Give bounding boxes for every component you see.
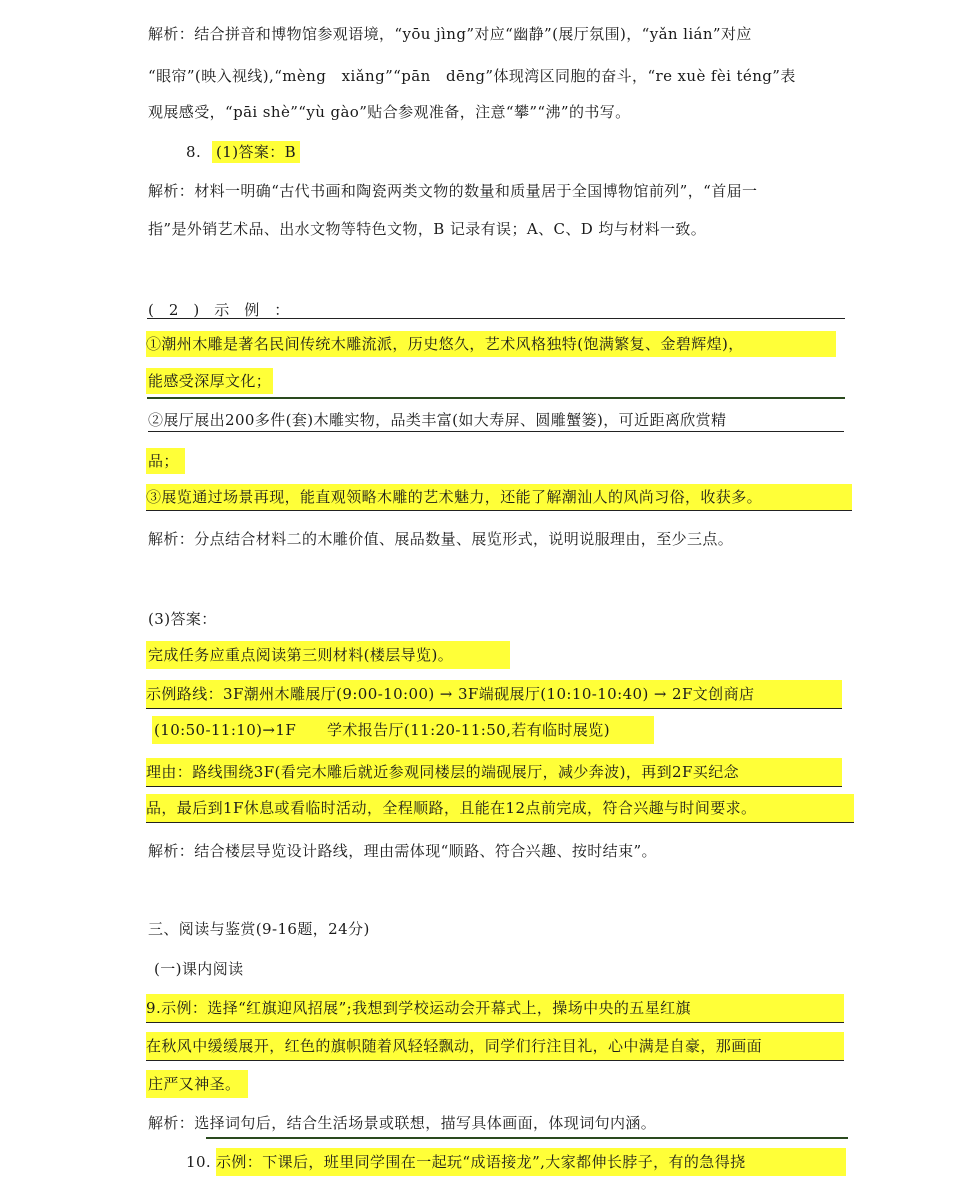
q8-3-route-line-1: 示例路线：3F潮州木雕展厅(9:00-10:00) → 3F端砚展厅(10:10-10:40) → 2F文创商店	[146, 680, 842, 709]
q9-analysis: 解析：选择词句后，结合生活场景或联想，描写具体画面，体现词句内涵。	[148, 1114, 657, 1132]
q8-3-route-line-2: (10:50-11:10)→1F 学术报告厅(11:20-11:50,若有临时展览)	[152, 716, 654, 744]
q8-1-answer: (1)答案：B	[212, 141, 300, 163]
q8-2-point-2-line-2: 品；	[146, 448, 185, 474]
q8-2-point-1-line-2: 能感受深厚文化；	[146, 368, 273, 394]
q8-3-answer-line: 完成任务应重点阅读第三则材料(楼层导览)。	[146, 641, 510, 669]
divider-line	[147, 318, 845, 319]
divider-line	[147, 397, 845, 399]
q7-analysis-line-1: 解析：结合拼音和博物馆参观语境，“yōu jìng”对应“幽静”(展厅氛围)，“yǎn lián”对应	[148, 25, 752, 43]
q8-2-point-3: ③展览通过场景再现，能直观领略木雕的艺术魅力，还能了解潮汕人的风尚习俗，收获多。	[146, 484, 852, 511]
q8-2-point-1-line-1: ①潮州木雕是著名民间传统木雕流派，历史悠久，艺术风格独特(饱满繁复、金碧辉煌)，	[146, 331, 836, 357]
q7-analysis-line-3: 观展感受，“pāi shè”“yù gào”贴合参观准备，注意“攀”“沸”的书写。	[148, 103, 631, 121]
q8-3-reason-line-2: 品，最后到1F休息或看临时活动，全程顺路，且能在12点前完成，符合兴趣与时间要求。	[146, 794, 854, 823]
q8-3-reason-line-1: 理由：路线围绕3F(看完木雕后就近参观同楼层的端砚展厅，减少奔波)，再到2F买纪念	[146, 758, 842, 787]
q8-2-analysis: 解析：分点结合材料二的木雕价值、展品数量、展览形式，说明说服理由，至少三点。	[148, 530, 734, 548]
q8-number: 8.	[186, 143, 202, 161]
q10-number: 10.	[186, 1153, 212, 1171]
q9-answer-line-2: 在秋风中缓缓展开，红色的旗帜随着风轻轻飘动，同学们行注目礼，心中满是自豪，那画面	[146, 1032, 844, 1061]
q8-3-heading: (3)答案：	[148, 610, 217, 628]
q10-answer: 示例：下课后，班里同学围在一起玩“成语接龙”,大家都伸长脖子，有的急得挠	[216, 1148, 846, 1176]
q8-analysis-line-1: 解析：材料一明确“古代书画和陶瓷两类文物的数量和质量居于全国博物馆前列”，“首届一	[148, 182, 758, 200]
subsection-heading: (一)课内阅读	[154, 960, 244, 978]
q8-2-point-2-line-1: ②展厅展出200多件(套)木雕实物，品类丰富(如大寿屏、圆雕蟹篓)，可近距离欣赏精	[148, 409, 844, 432]
q8-analysis-line-2: 指”是外销艺术品、出水文物等特色文物，B 记录有误；A、C、D 均与材料一致。	[148, 220, 707, 238]
q8-3-analysis: 解析：结合楼层导览设计路线，理由需体现“顺路、符合兴趣、按时结束”。	[148, 842, 657, 860]
q9-answer-line-1: 9.示例：选择“红旗迎风招展”;我想到学校运动会开幕式上，操场中央的五星红旗	[146, 994, 844, 1023]
divider-line	[206, 1137, 848, 1139]
q7-analysis-line-2: “眼帘”(映入视线),“mèng xiǎng”“pān dēng”体现湾区同胞的奋斗，“re xuè fèi téng”表	[148, 67, 796, 85]
q8-2-heading: (2)示例：	[148, 301, 305, 319]
section-3-heading: 三、阅读与鉴赏(9-16题，24分)	[148, 920, 370, 938]
q9-answer-line-3: 庄严又神圣。	[146, 1070, 248, 1098]
